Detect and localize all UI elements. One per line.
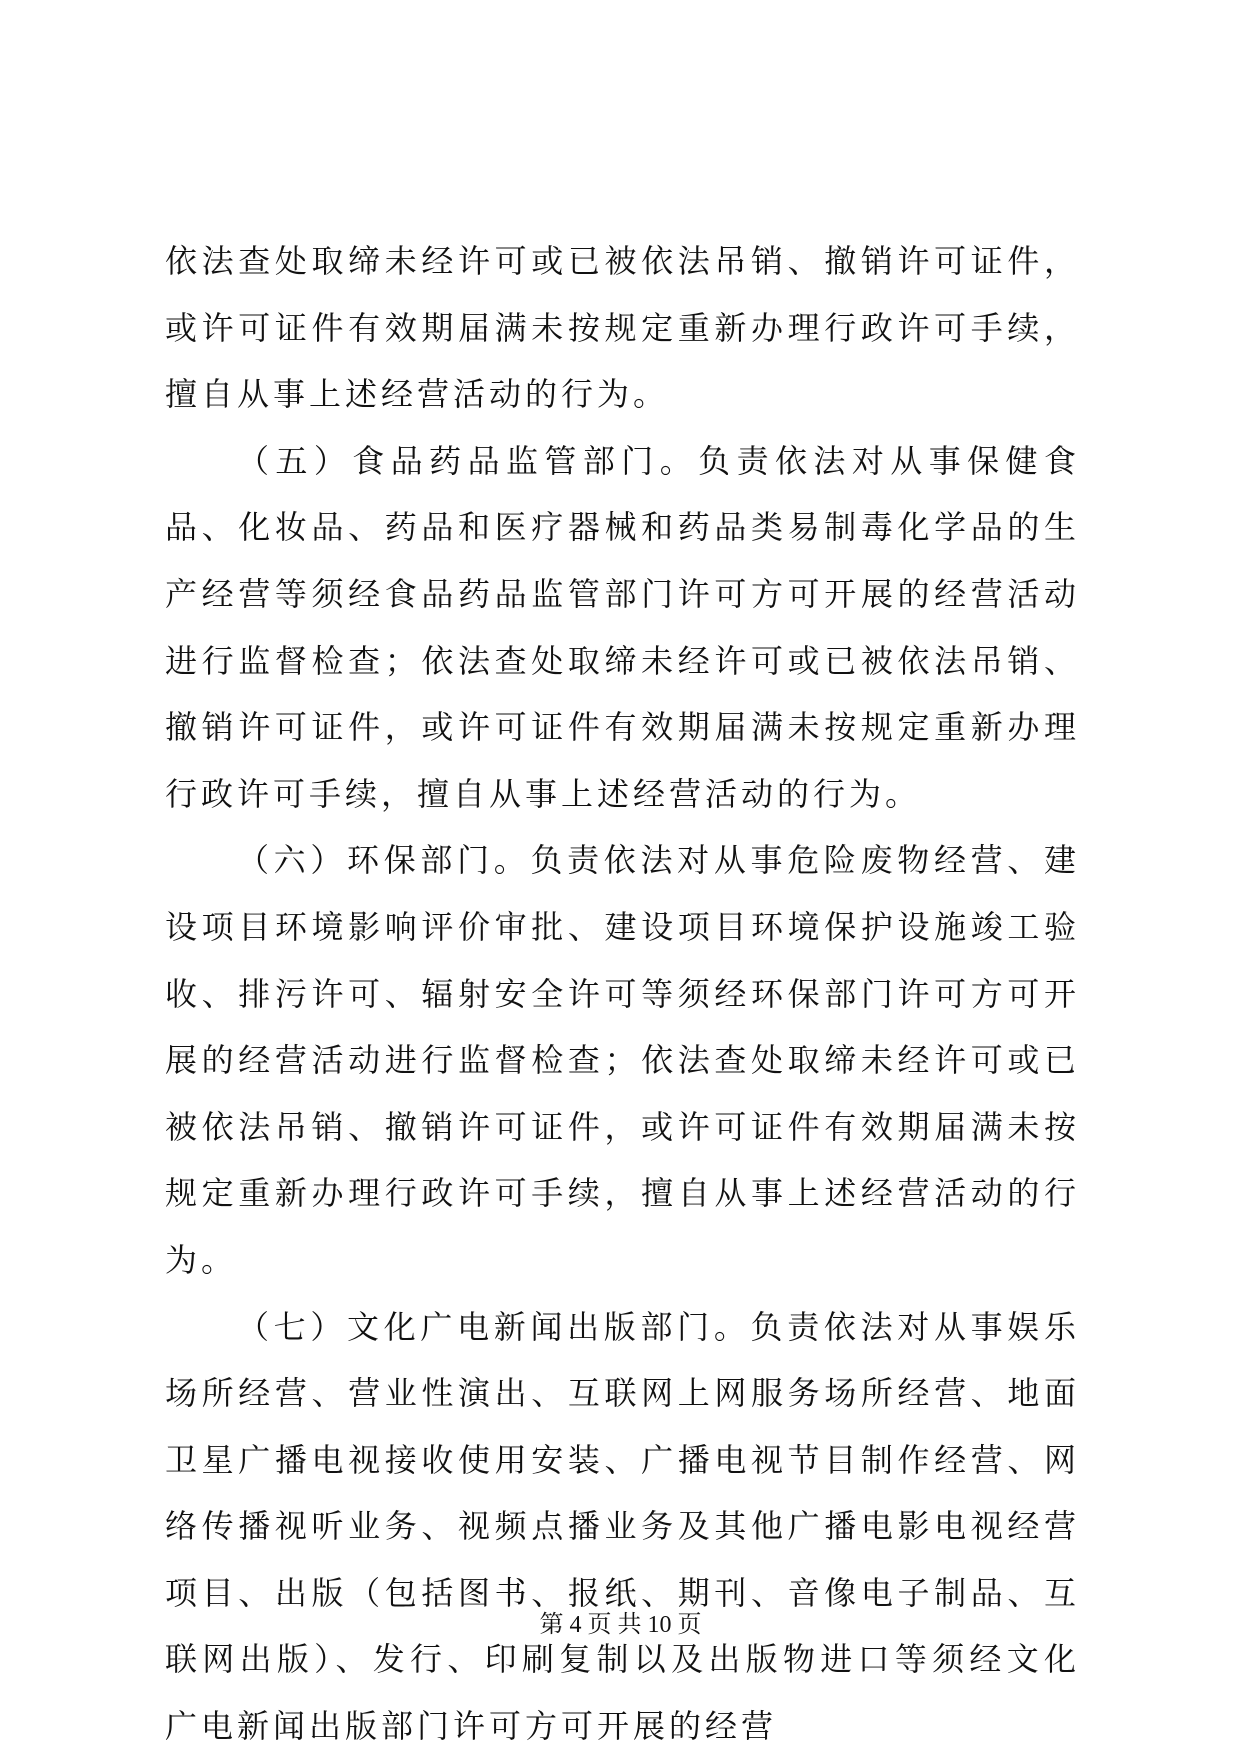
body-text: [165, 228, 1080, 1760]
paragraph-environment-dept: （六）环保部门。负责依法对从事危险废物经营、建设项目环境影响评价审批、建设项目环境保护设施竣工验收、排污许可、辐射安全许可等须经环保部门许可方可开展的经营活动进行监督检查；依法查处取缔未经许可或已被依法吊销、撤销许可证件，或许可证件有效期届满未按规定重新办理行政许可手续，擅自从事上述经营活动的行为。: [165, 841, 1080, 1279]
paragraph-culture-media-dept: （七）文化广电新闻出版部门。负责依法对从事娱乐场所经营、营业性演出、互联网上网服务场所经营、地面卫星广播电视接收使用安装、广播电视节目制作经营、网络传播视听业务、视频点播业务及其他广播电影电视经营项目、出版（包括图书、报纸、期刊、音像电子制品、互联网出版）、发行、印刷复制以及出版物进口等须经文化广电新闻出版部门许可方可开展的经营: [165, 1307, 1080, 1746]
page-number-footer: 第 4 页 共 10 页: [539, 1612, 702, 1638]
paragraph-continuation: 依法查处取缔未经许可或已被依法吊销、撤销许可证件，或许可证件有效期届满未按规定重新办理行政许可手续，擅自从事上述经营活动的行为。: [165, 242, 1080, 414]
paragraph-food-drug-dept: （五）食品药品监管部门。负责依法对从事保健食品、化妆品、药品和医疗器械和药品类易制毒化学品的生产经营等须经食品药品监管部门许可方可开展的经营活动进行监督检查；依法查处取缔未经许可或已被依法吊销、撤销许可证件，或许可证件有效期届满未按规定重新办理行政许可手续，擅自从事上述经营活动的行为。: [165, 441, 1080, 813]
